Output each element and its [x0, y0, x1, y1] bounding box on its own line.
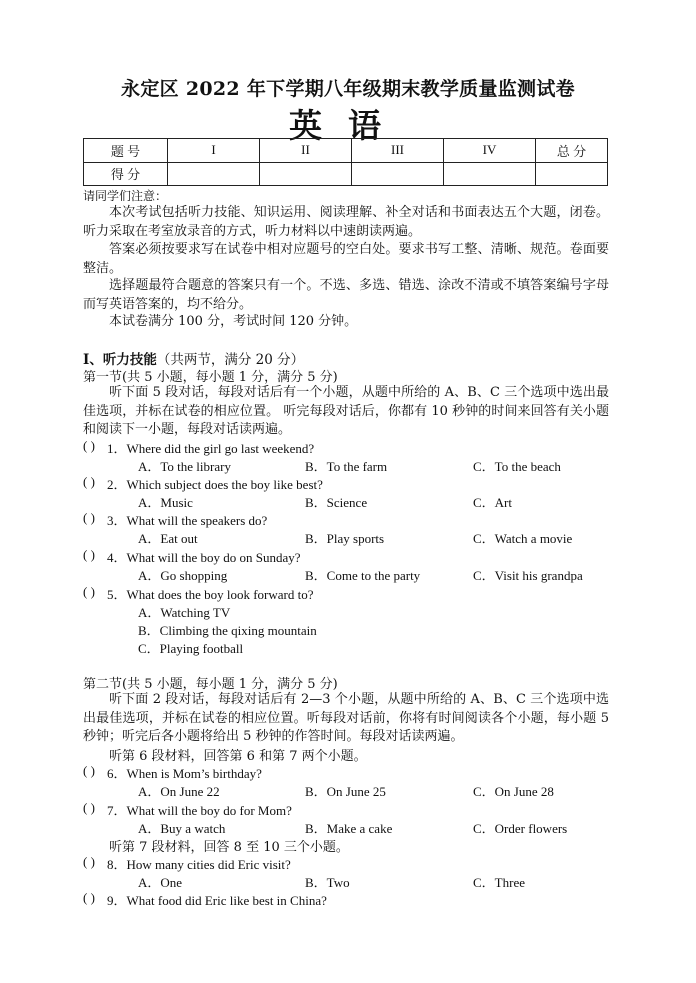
part-heading: 第一节(共 5 小题，每小题 1 分，满分 5 分) — [83, 370, 338, 385]
option-b: B．Make a cake — [305, 821, 393, 836]
option-a: A．Go shopping — [138, 568, 228, 583]
option-a: A．On June 22 — [138, 784, 220, 799]
score-table-score-row — [84, 162, 608, 186]
score-header-cell: 总 分 — [536, 139, 608, 163]
score-table — [83, 138, 608, 186]
section-title-suffix: （共两节，满分 20 分） — [156, 352, 305, 368]
option-c: C．On June 28 — [473, 784, 554, 799]
question-item — [83, 510, 613, 546]
question-item — [83, 890, 613, 908]
score-header-cell: III — [352, 139, 444, 163]
question-item — [83, 763, 613, 799]
question-stem: 6．When is Mom’s birthday? — [107, 766, 262, 781]
score-cell — [444, 162, 536, 186]
question-item — [83, 547, 613, 583]
question-stem: 2．Which subject does the boy like best? — [107, 477, 323, 492]
answer-blank[interactable]: ( ) — [83, 800, 95, 815]
question-stem: 4．What will the boy do on Sunday? — [107, 550, 301, 565]
option-a: A．Eat out — [138, 531, 198, 546]
notice-paragraph: 本次考试包括听力技能、知识运用、阅读理解、补全对话和书面表达五个大题，闭卷。听力采取在考室放录音的方式，听力材料以中速朗读两遍。 — [83, 205, 609, 239]
answer-blank[interactable]: ( ) — [83, 547, 95, 562]
question-item — [83, 584, 483, 656]
part-heading: 第二节(共 5 小题，每小题 1 分，满分 5 分) — [83, 677, 338, 692]
question-stem: 5．What does the boy look forward to? — [107, 587, 314, 602]
question-stem: 7．What will the boy do for Mom? — [107, 803, 292, 818]
score-cell — [536, 162, 608, 186]
score-header-cell: IV — [444, 139, 536, 163]
option-a: A．One — [138, 875, 183, 890]
answer-blank[interactable]: ( ) — [83, 438, 95, 453]
exam-title: 永定区 2022 年下学期八年级期末教学质量监测试卷 — [121, 78, 575, 100]
score-header-cell: II — [260, 139, 352, 163]
notice-paragraph: 选择题最符合题意的答案只有一个。不选、多选、错选、涂改不清或不填答案编号字母而写英语答案的，均不给分。 — [83, 278, 609, 312]
option-b: B．Climbing the qixing mountain — [138, 623, 317, 638]
score-header-cell: I — [168, 139, 260, 163]
answer-blank[interactable]: ( ) — [83, 474, 95, 489]
answer-blank[interactable]: ( ) — [83, 854, 95, 869]
option-c: C．Playing football — [138, 641, 244, 656]
option-a: A．Buy a watch — [138, 821, 226, 836]
option-b: B．On June 25 — [305, 784, 386, 799]
answer-blank[interactable]: ( ) — [83, 890, 95, 905]
option-b: B．To the farm — [305, 459, 388, 474]
question-item — [83, 854, 613, 890]
notice-paragraph: 本试卷满分 100 分，考试时间 120 分钟。 — [109, 314, 358, 329]
score-table-header-row — [84, 139, 608, 163]
material-note: 听第 6 段材料，回答第 6 和第 7 两个小题。 — [109, 749, 367, 764]
option-b: B．Play sports — [305, 531, 385, 546]
option-c: C．Visit his grandpa — [473, 568, 583, 583]
question-stem: 9．What food did Eric like best in China? — [107, 893, 327, 908]
answer-blank[interactable]: ( ) — [83, 584, 95, 599]
option-b: B．Two — [305, 875, 350, 890]
question-stem: 8．How many cities did Eric visit? — [107, 857, 291, 872]
material-note: 听第 7 段材料，回答 8 至 10 三个小题。 — [109, 840, 349, 855]
exam-subject: 英语 — [289, 106, 407, 145]
question-item — [83, 474, 613, 510]
part-instructions: 听下面 5 段对话，每段对话后有一个小题，从题中所给的 A、B、C 三个选项中选出最佳选项，并标在试卷的相应位置。 听完每段对话后，你都有 10 秒钟的时间来回答有关小题和阅读下一小题，每段对话读两遍。 — [83, 385, 609, 437]
option-c: C．Three — [473, 875, 525, 890]
option-a: A．To the library — [138, 459, 231, 474]
notice-heading: 请同学们注意： — [83, 189, 168, 203]
option-b: B．Science — [305, 495, 368, 510]
score-cell — [352, 162, 444, 186]
option-c: C．Order flowers — [473, 821, 568, 836]
answer-blank[interactable]: ( ) — [83, 510, 95, 525]
option-c: C．Watch a movie — [473, 531, 573, 546]
option-b: B．Come to the party — [305, 568, 421, 583]
score-row-label: 得 分 — [84, 162, 168, 186]
option-a: A．Watching TV — [138, 605, 231, 620]
section-title — [83, 348, 304, 368]
notice-paragraph: 答案必须按要求写在试卷中相对应题号的空白处。要求书写工整、清晰、规范。卷面要整洁。 — [83, 242, 609, 276]
answer-blank[interactable]: ( ) — [83, 763, 95, 778]
question-item — [83, 800, 613, 836]
option-a: A．Music — [138, 495, 193, 510]
option-c: C．To the beach — [473, 459, 561, 474]
question-item — [83, 438, 613, 474]
score-cell — [260, 162, 352, 186]
score-header-cell: 题 号 — [84, 139, 168, 163]
score-cell — [168, 162, 260, 186]
option-c: C．Art — [473, 495, 513, 510]
question-stem: 1．Where did the girl go last weekend? — [107, 441, 315, 456]
section-title-main: I、听力技能 — [83, 352, 157, 368]
part-instructions: 听下面 2 段对话，每段对话后有 2—3 个小题，从题中所给的 A、B、C 三个选项中选出最佳选项，并标在试卷的相应位置。听每段对话前，你将有时间阅读各个小题，每小题 5 秒钟；听完后各小题将给出 5 秒钟的作答时间。每段对话读两遍。 — [83, 692, 609, 744]
question-stem: 3．What will the speakers do? — [107, 513, 268, 528]
